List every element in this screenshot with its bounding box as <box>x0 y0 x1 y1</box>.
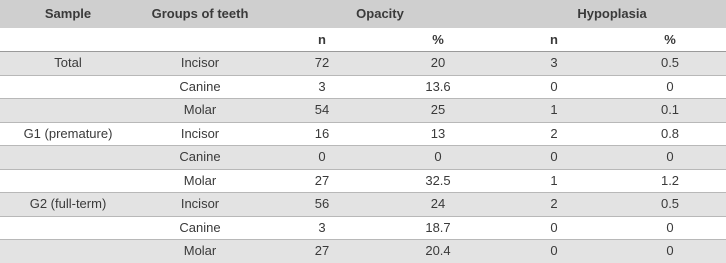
cell-opacity-n: 56 <box>264 193 380 217</box>
cell-opacity-n: 16 <box>264 122 380 146</box>
cell-opacity-percent: 0 <box>380 146 496 170</box>
cell-hypoplasia-percent: 0 <box>612 146 726 170</box>
cell-group-of-teeth: Incisor <box>136 122 264 146</box>
cell-sample <box>0 240 136 263</box>
cell-group-of-teeth: Molar <box>136 99 264 123</box>
cell-group-of-teeth: Incisor <box>136 52 264 76</box>
table-row <box>0 52 726 76</box>
subheader-hypoplasia-percent: % <box>612 29 726 52</box>
cell-opacity-n: 27 <box>264 169 380 193</box>
subheader-empty <box>0 29 136 52</box>
header-opacity: Opacity <box>264 0 496 29</box>
cell-hypoplasia-n: 0 <box>496 240 612 263</box>
cell-opacity-percent: 20.4 <box>380 240 496 263</box>
cell-opacity-percent: 13 <box>380 122 496 146</box>
table-row <box>0 216 726 240</box>
cell-hypoplasia-percent: 1.2 <box>612 169 726 193</box>
table-row <box>0 122 726 146</box>
cell-sample <box>0 216 136 240</box>
header-groups-of-teeth: Groups of teeth <box>136 0 264 29</box>
cell-group-of-teeth: Canine <box>136 75 264 99</box>
cell-opacity-percent: 20 <box>380 52 496 76</box>
cell-group-of-teeth: Canine <box>136 146 264 170</box>
header-row <box>0 0 726 29</box>
cell-group-of-teeth: Incisor <box>136 193 264 217</box>
cell-opacity-percent: 13.6 <box>380 75 496 99</box>
subheader-opacity-percent: % <box>380 29 496 52</box>
cell-opacity-percent: 32.5 <box>380 169 496 193</box>
cell-hypoplasia-n: 2 <box>496 193 612 217</box>
cell-sample <box>0 169 136 193</box>
table-row <box>0 75 726 99</box>
header-sample: Sample <box>0 0 136 29</box>
table-body <box>0 52 726 263</box>
table-row <box>0 146 726 170</box>
cell-group-of-teeth: Canine <box>136 216 264 240</box>
cell-opacity-n: 72 <box>264 52 380 76</box>
cell-hypoplasia-n: 0 <box>496 146 612 170</box>
cell-hypoplasia-percent: 0.8 <box>612 122 726 146</box>
cell-sample: G1 (premature) <box>0 122 136 146</box>
subheader-row <box>0 29 726 52</box>
cell-hypoplasia-n: 1 <box>496 169 612 193</box>
cell-opacity-n: 3 <box>264 216 380 240</box>
cell-sample <box>0 146 136 170</box>
cell-sample <box>0 99 136 123</box>
subheader-opacity-n: n <box>264 29 380 52</box>
cell-group-of-teeth: Molar <box>136 240 264 263</box>
table-row <box>0 193 726 217</box>
header-hypoplasia: Hypoplasia <box>496 0 726 29</box>
cell-opacity-n: 27 <box>264 240 380 263</box>
cell-sample: G2 (full-term) <box>0 193 136 217</box>
cell-sample <box>0 75 136 99</box>
table-row <box>0 169 726 193</box>
table-row <box>0 99 726 123</box>
cell-opacity-percent: 18.7 <box>380 216 496 240</box>
cell-hypoplasia-percent: 0.5 <box>612 52 726 76</box>
cell-opacity-n: 54 <box>264 99 380 123</box>
cell-opacity-n: 3 <box>264 75 380 99</box>
cell-group-of-teeth: Molar <box>136 169 264 193</box>
cell-opacity-percent: 25 <box>380 99 496 123</box>
table-row <box>0 240 726 263</box>
subheader-hypoplasia-n: n <box>496 29 612 52</box>
cell-hypoplasia-percent: 0 <box>612 240 726 263</box>
cell-opacity-n: 0 <box>264 146 380 170</box>
cell-hypoplasia-percent: 0.1 <box>612 99 726 123</box>
cell-hypoplasia-percent: 0 <box>612 216 726 240</box>
cell-hypoplasia-n: 2 <box>496 122 612 146</box>
cell-hypoplasia-n: 0 <box>496 216 612 240</box>
subheader-empty <box>136 29 264 52</box>
cell-opacity-percent: 24 <box>380 193 496 217</box>
cell-hypoplasia-n: 0 <box>496 75 612 99</box>
cell-hypoplasia-percent: 0.5 <box>612 193 726 217</box>
cell-sample: Total <box>0 52 136 76</box>
cell-hypoplasia-percent: 0 <box>612 75 726 99</box>
cell-hypoplasia-n: 1 <box>496 99 612 123</box>
cell-hypoplasia-n: 3 <box>496 52 612 76</box>
